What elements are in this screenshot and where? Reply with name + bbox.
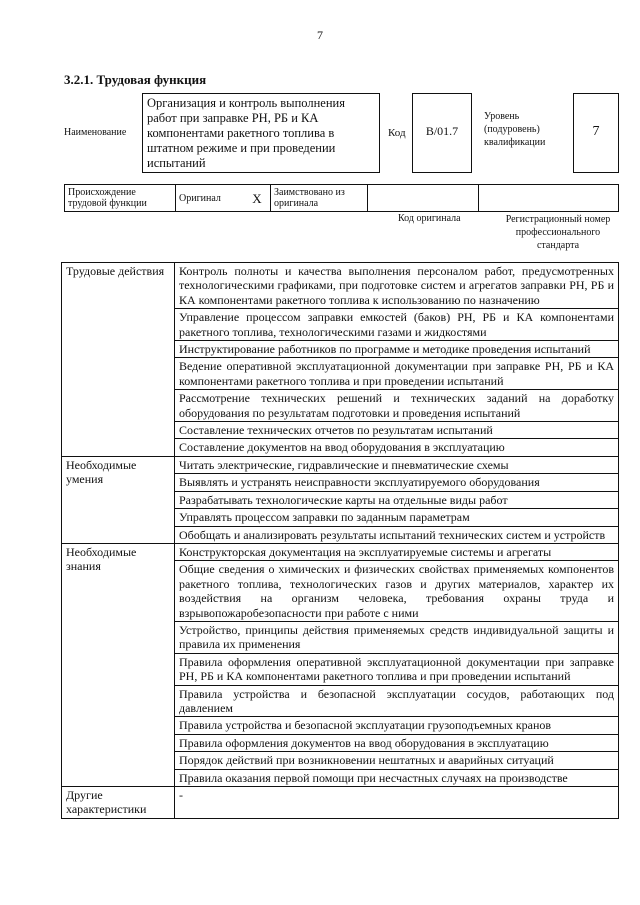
row-item: -: [175, 787, 619, 819]
table-row: [62, 787, 619, 819]
code-label: Код: [388, 127, 406, 139]
row-item: Управлять процессом заправки по заданным параметрам: [175, 509, 619, 526]
name-label: Наименование: [64, 127, 127, 138]
original-mark: X: [244, 185, 271, 212]
level-value-box: 7: [573, 93, 619, 173]
table-row: [62, 263, 619, 309]
origin-label: Происхождение трудовой функции: [65, 185, 176, 212]
row-item: Правила устройства и безопасной эксплуатации сосудов, работающих под давлением: [175, 685, 619, 717]
reg-number-caption: Регистрационный номер профессионального стандарта: [505, 214, 611, 251]
row-item: Правила оказания первой помощи при несчастных случаях на производстве: [175, 769, 619, 786]
row-item: Разрабатывать технологические карты на отдельные виды работ: [175, 491, 619, 508]
code-original-caption: Код оригинала: [398, 213, 461, 224]
row-item: Составление технических отчетов по результатам испытаний: [175, 422, 619, 439]
row-item: Ведение оперативной эксплуатационной документации при заправке РН, РБ и КА компонентами ракетного топлива и при проведении испытаний: [175, 358, 619, 390]
row-category: Необходимые знания: [62, 543, 175, 786]
row-item: Порядок действий при возникновении нештатных и аварийных ситуаций: [175, 752, 619, 769]
row-item: Инструктирование работников по программе и методике проведения испытаний: [175, 341, 619, 358]
table-row: [62, 456, 619, 473]
row-item: Составление документов на ввод оборудования в эксплуатацию: [175, 439, 619, 456]
origin-table: [64, 184, 619, 212]
original-label: Оригинал: [176, 185, 245, 212]
reg-number-cell: [479, 185, 619, 212]
table-row: [62, 543, 619, 560]
row-item: Правила оформления документов на ввод оборудования в эксплуатацию: [175, 734, 619, 751]
code-value-box: B/01.7: [412, 93, 472, 173]
row-item: Правила оформления оперативной эксплуатационной документации при заправке РН, РБ и КА компонентами ракетного топлива и при проведении испытаний: [175, 653, 619, 685]
row-item: Устройство, принципы действия применяемых средств индивидуальной защиты и правила их применения: [175, 621, 619, 653]
row-category: Необходимые умения: [62, 456, 175, 543]
row-category: Другие характеристики: [62, 787, 175, 819]
row-item: Контроль полноты и качества выполнения персоналом работ, предусмотренных технологическими графиками, при подготовке систем и агрегатов заправки РН, РБ и КА компонентами ракетного топлива к использованию по назначению: [175, 263, 619, 309]
row-category: Трудовые действия: [62, 263, 175, 457]
row-item: Обобщать и анализировать результаты испытаний технических систем и устройств: [175, 526, 619, 543]
borrowed-label: Заимствовано из оригинала: [271, 185, 368, 212]
row-item: Управление процессом заправки емкостей (баков) РН, РБ и КА компонентами ракетного топлива, технологическими газами и жидкостями: [175, 309, 619, 341]
function-details-table: [61, 262, 619, 819]
code-original-cell: [368, 185, 479, 212]
row-item: Читать электрические, гидравлические и пневматические схемы: [175, 456, 619, 473]
page-number: 7: [317, 28, 323, 42]
row-item: Рассмотрение технических решений и технических заданий на доработку оборудования по результатам подготовки и проведения испытаний: [175, 390, 619, 422]
level-label: Уровень (подуровень) квалификации: [484, 111, 546, 148]
row-item: Выявлять и устранять неисправности эксплуатируемого оборудования: [175, 474, 619, 491]
row-item: Правила устройства и безопасной эксплуатации грузоподъемных кранов: [175, 717, 619, 734]
function-name-box: Организация и контроль выполнения работ при заправке РН, РБ и КА компонентами ракетного топлива в штатном режиме и при проведении испытаний: [142, 93, 380, 173]
row-item: Конструкторская документация на эксплуатируемые системы и агрегаты: [175, 543, 619, 560]
row-item: Общие сведения о химических и физических свойствах применяемых компонентов ракетного топлива, технологических газов и других материалов, характер их воздействия на организм человека, требования охраны труда и взрывопожаробезопасности при работе с ними: [175, 561, 619, 622]
section-title: 3.2.1. Трудовая функция: [64, 72, 207, 87]
